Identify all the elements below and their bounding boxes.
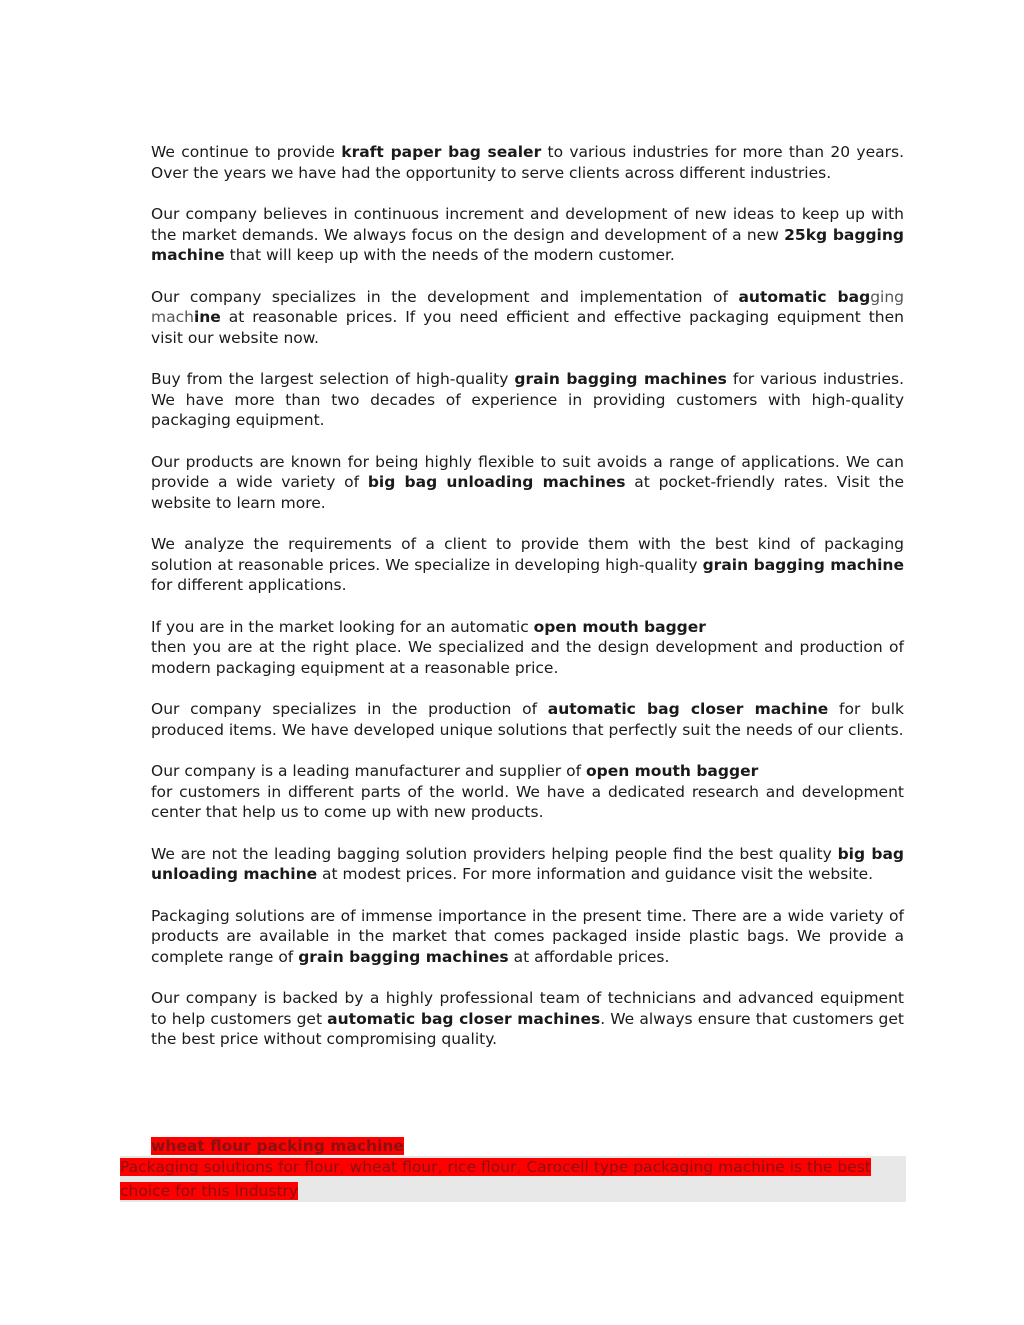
keyword-fragment: ging mach — [151, 287, 905, 326]
paragraph-text: We analyze the requirements of a client to provide them with the best kind of packaging solution at reasonable prices. We specialize in developing high-quality — [151, 535, 904, 574]
paragraph-2 — [151, 204, 904, 266]
keyword: open mouth bagger — [585, 762, 759, 780]
paragraph-text: Packaging solutions are of immense importance in the present time. There are a wide variety of products are available in the market that comes packaged inside plastic bags. We provide a complete range of — [151, 906, 904, 966]
paragraph-line — [151, 761, 904, 782]
paragraph-3 — [151, 287, 904, 349]
paragraph-11 — [151, 906, 904, 968]
paragraph-text: Our company believes in continuous increment and development of new ideas to keep up with the market demands. We always focus on the design and development of a new — [151, 205, 904, 244]
keyword: big bag unloading machine — [151, 844, 904, 883]
paragraph-4 — [151, 369, 904, 431]
paragraph-text: Buy from the largest selection of high-quality — [151, 370, 515, 388]
paragraph-7 — [151, 617, 904, 679]
paragraph-text: to various industries for more than 20 years. Over the years we have had the opportunity to serve clients across different industries. — [151, 143, 905, 182]
keyword: grain bagging machine — [702, 555, 904, 574]
highlighted-footer-text — [120, 1156, 906, 1203]
paragraph-text: If you are in the market looking for an automatic — [151, 617, 534, 636]
paragraph-9 — [151, 761, 904, 823]
paragraph-text: Our company specializes in the production of — [151, 700, 548, 718]
paragraph-text: Our company specializes in the development and implementation of — [151, 287, 739, 306]
keyword: 25kg bagging machine — [151, 225, 905, 264]
keyword: automatic bag — [738, 287, 871, 306]
keyword: grain bagging machines — [514, 370, 727, 388]
paragraph-text: for bulk produced items. We have developed unique solutions that perfectly suit the needs of our clients. — [151, 700, 904, 739]
highlighted-heading-link[interactable] — [151, 1136, 404, 1156]
paragraph-text: We are not the leading bagging solution providers helping people find the best quality — [151, 844, 838, 863]
paragraph-text: Our company is backed by a highly professional team of technicians and advanced equipment to help customers get — [151, 989, 904, 1028]
paragraph-text: at affordable prices. — [508, 947, 670, 966]
paragraph-text: then you are at the right place. We specialized and the design development and production of modern packaging equipment at a reasonable price. — [151, 638, 904, 677]
keyword: grain bagging machines — [298, 947, 509, 966]
document-body — [151, 142, 904, 1071]
paragraph-10 — [151, 844, 904, 885]
paragraph-text: for various industries. We have more than two decades of experience in providing customers with high-quality packaging equipment. — [151, 370, 904, 429]
keyword: kraft paper bag sealer — [341, 143, 542, 161]
paragraph-text: We continue to provide — [151, 143, 342, 161]
keyword: automatic bag closer machine — [547, 700, 829, 718]
paragraph-1 — [151, 142, 904, 183]
paragraph-12 — [151, 988, 904, 1050]
paragraph-text: Our company is a leading manufacturer and supplier of — [151, 762, 586, 780]
paragraph-text: Our products are known for being highly flexible to suit avoids a range of applications. We can provide a wide variety of — [151, 452, 904, 491]
paragraph-text: at pocket-friendly rates. Visit the website to learn more. — [151, 473, 905, 512]
paragraph-line — [151, 617, 904, 638]
keyword: automatic bag closer machines — [327, 1009, 601, 1028]
paragraph-text: for customers in different parts of the world. We have a dedicated research and development center that help us to come up with new products. — [151, 782, 904, 821]
paragraph-5 — [151, 452, 904, 514]
keyword-fragment: ine — [193, 308, 221, 326]
paragraph-8 — [151, 699, 904, 740]
keyword: big bag unloading machines — [367, 473, 626, 491]
paragraph-6 — [151, 534, 904, 596]
keyword: open mouth bagger — [533, 617, 706, 636]
paragraph-text: at reasonable prices. If you need efficient and effective packaging equipment then visit our website now. — [151, 308, 904, 347]
paragraph-text: . We always ensure that customers get the best price without compromising quality. — [151, 1009, 904, 1048]
heading-text: wheat flour packing machine — [151, 1137, 404, 1155]
paragraph-text: for different applications. — [151, 576, 347, 594]
paragraph-text: at modest prices. For more information and guidance visit the website. — [317, 865, 874, 883]
footer-text: Packaging solutions for flour, wheat flour, rice flour, Carocell type packaging machine is the best choice for this industry — [120, 1158, 871, 1200]
paragraph-text: that will keep up with the needs of the modern customer. — [224, 246, 675, 264]
